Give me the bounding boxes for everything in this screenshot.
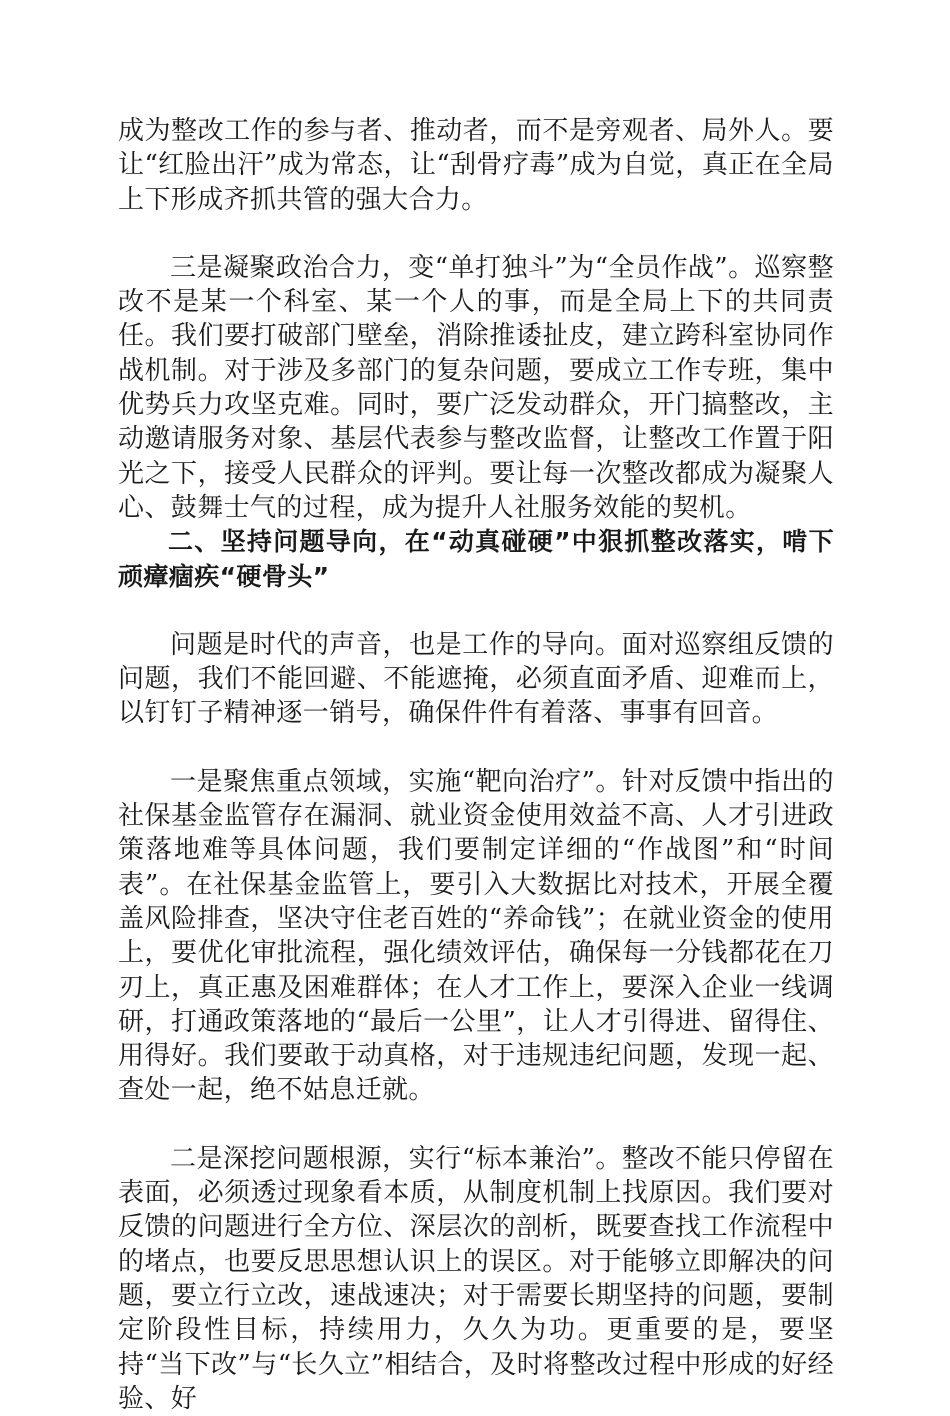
paragraph-point-three: 三是凝聚政治合力，变“单打独斗”为“全员作战”。巡察整改不是某一个科室、某一个人的事，而是全局上下的共同责任。我们要打破部门壁垒，消除推诿扯皮，建立跨科室协同作战机制。对于涉及多部门的复杂问题，要成立工作专班，集中优势兵力攻坚克难。同时，要广泛发动群众，开门搞整改，主动邀请服务对象、基层代表参与整改监督，让整改工作置于阳光之下，接受人民群众的评判。要让每一次整改都成为凝聚人心、鼓舞士气的过程，成为提升人社服务效能的契机。 [118,252,834,523]
paragraph-point-two: 二是深挖问题根源，实行“标本兼治”。整改不能只停留在表面，必须透过现象看本质，从制度机制上找原因。我们要对反馈的问题进行全方位、深层次的剖析，既要查找工作流程中的堵点，也要反思思想认识上的误区。对于能够立即解决的问题，要立行立改，速战速决；对于需要长期坚持的问题，要制定阶段性目标，持续用力，久久为功。更重要的是，要坚持“当下改”与“长久立”相结合，及时将整改过程中形成的好经验、好 [118,1143,834,1414]
paragraph-continued: 成为整改工作的参与者、推动者，而不是旁观者、局外人。要让“红脸出汗”成为常态，让“刮骨疗毒”成为自觉，真正在全局上下形成齐抓共管的强大合力。 [118,116,834,215]
paragraph-section-intro: 问题是时代的声音，也是工作的导向。面对巡察组反馈的问题，我们不能回避、不能遮掩，必须直面矛盾、迎难而上，以钉钉子精神逐一销号，确保件件有着落、事事有回音。 [118,629,834,729]
paragraph-point-one: 一是聚焦重点领域，实施“靶向治疗”。针对反馈中指出的社保基金监管存在漏洞、就业资金使用效益不高、人才引进政策落地难等具体问题，我们要制定详细的“作战图”和“时间表”。在社保基金监管上，要引入大数据比对技术，开展全覆盖风险排查，坚决守住老百姓的“养命钱”；在就业资金的使用上，要优化审批流程，强化绩效评估，确保每一分钱都花在刀刃上，真正惠及困难群体；在人才工作上，要深入企业一线调研，打通政策落地的“最后一公里”，让人才引得进、留得住、用得好。我们要敢于动真格，对于违规违纪问题，发现一起、查处一起，绝不姑息迁就。 [118,766,834,1106]
section-heading-two: 二、坚持问题导向，在“动真碰硬”中狠抓整改落实，啃下顽瘴痼疾“硬骨头” [118,527,834,591]
document-page [118,114,834,1416]
